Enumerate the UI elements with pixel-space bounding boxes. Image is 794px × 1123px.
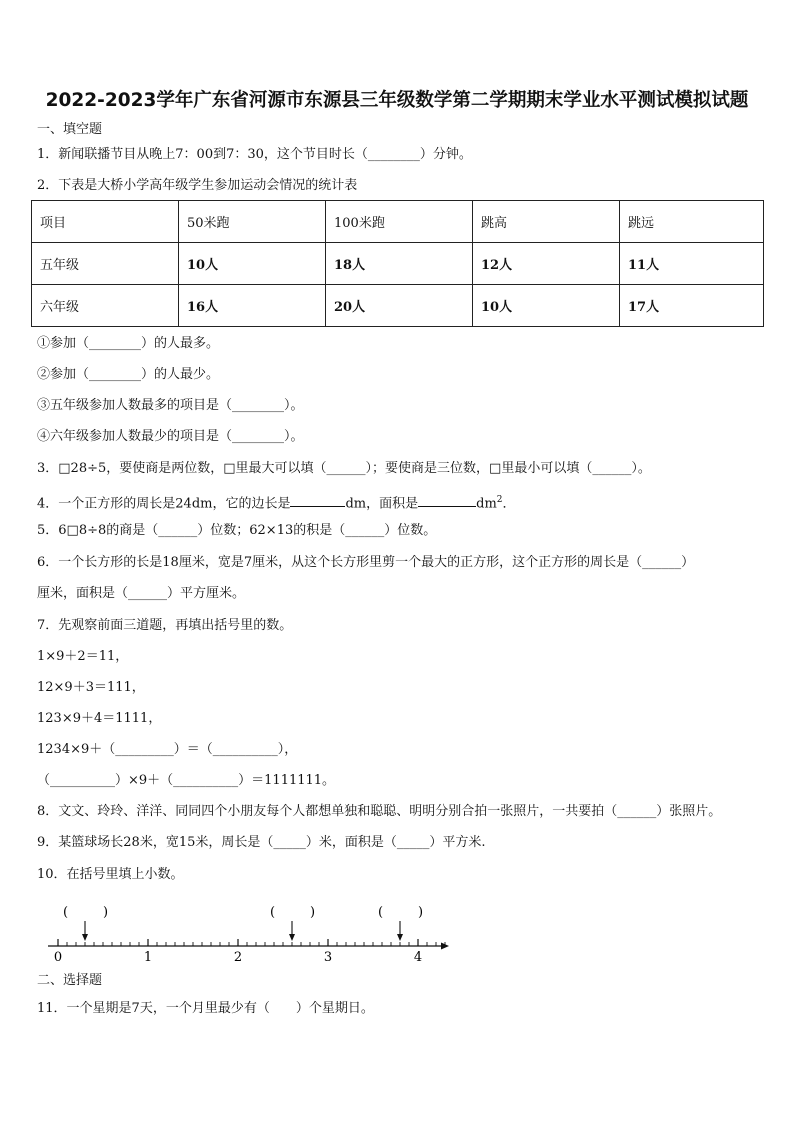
number-line-label: 4 [413, 950, 423, 965]
table-cell: 10人 [473, 285, 620, 327]
question-4-superscript: 2 [496, 495, 503, 505]
question-2: 2．下表是大桥小学高年级学生参加运动会情况的统计表 [37, 178, 358, 193]
question-2-part-4: ④六年级参加人数最少的项目是（________）。 [37, 429, 304, 444]
answer-bracket-close: ) [310, 905, 316, 920]
question-1: 1．新闻联播节目从晚上7：00到7：30，这个节目时长（________）分钟。 [37, 147, 472, 162]
question-2-part-1: ①参加（________）的人最多。 [37, 336, 220, 351]
answer-bracket-close: ) [103, 905, 109, 920]
question-6-line-1: 6．一个长方形的长是18厘米，宽是7厘米，从这个长方形里剪一个最大的正方形，这个正方形的周长是（______） [37, 555, 695, 570]
question-2-part-2: ②参加（________）的人最少。 [37, 367, 220, 382]
question-4 [37, 491, 516, 513]
number-line-labels [54, 950, 422, 965]
question-7: 7．先观察前面三道题，再填出括号里的数。 [37, 618, 293, 633]
question-6-line-2: 厘米，面积是（______）平方厘米。 [37, 586, 246, 601]
table-cell: 12人 [473, 243, 620, 285]
table-cell: 10人 [179, 243, 326, 285]
stats-table [31, 200, 764, 327]
table-header-cell: 跳高 [473, 201, 620, 243]
table-header-row [32, 201, 764, 243]
question-2-part-3: ③五年级参加人数最多的项目是（________）。 [37, 398, 304, 413]
decimal-pointer [270, 905, 315, 941]
question-4-text-b: dm，面积是 [345, 496, 419, 512]
equation-4: 1234×9＋（_________）＝（__________）， [37, 742, 298, 757]
pointer-head [397, 934, 403, 941]
number-line-label: 3 [323, 950, 333, 965]
pointer-head [82, 934, 88, 941]
table-cell: 六年级 [32, 285, 179, 327]
table-cell: 11人 [620, 243, 764, 285]
pointer-head [289, 934, 295, 941]
number-line-label: 2 [233, 950, 243, 965]
table-row [32, 285, 764, 327]
answer-bracket-open: ( [378, 905, 384, 920]
table-cell: 20人 [326, 285, 473, 327]
table-row [32, 243, 764, 285]
table-cell: 18人 [326, 243, 473, 285]
table-header-cell: 100米跑 [326, 201, 473, 243]
number-line [40, 895, 460, 970]
table-cell: 五年级 [32, 243, 179, 285]
table-cell: 17人 [620, 285, 764, 327]
decimal-pointer [378, 905, 423, 941]
answer-blank [290, 494, 345, 507]
question-4-text-a: 4．一个正方形的周长是24dm，它的边长是 [37, 496, 291, 512]
question-8: 8．文文、玲玲、洋洋、同同四个小朋友每个人都想单独和聪聪、明明分别合拍一张照片，一共要拍（______）张照片。 [37, 804, 722, 819]
equation-1: 1×9＋2＝11， [37, 649, 129, 664]
question-9: 9．某篮球场长28米，宽15米，周长是（_____）米，面积是（_____）平方米. [37, 835, 486, 850]
section-heading-choice: 二、选择题 [37, 973, 103, 988]
question-5: 5．6□8÷8的商是（______）位数；62×13的积是（______）位数。 [37, 523, 437, 538]
equation-2: 12×9＋3＝111， [37, 680, 145, 695]
number-line-pointers [63, 905, 423, 941]
decimal-pointer [63, 905, 108, 941]
number-line-ticks [48, 939, 445, 946]
number-line-label: 0 [53, 950, 63, 965]
answer-bracket-open: ( [270, 905, 276, 920]
section-heading-fill-in: 一、填空题 [37, 122, 103, 137]
page-title: 2022-2023学年广东省河源市东源县三年级数学第二学期期末学业水平测试模拟试题 [45, 90, 749, 111]
equation-3: 123×9＋4＝1111， [37, 711, 162, 726]
table-header-cell: 50米跑 [179, 201, 326, 243]
table-header-cell: 项目 [32, 201, 179, 243]
answer-blank [418, 494, 476, 507]
answer-bracket-open: ( [63, 905, 69, 920]
question-4-end: ． [502, 496, 516, 512]
question-11: 11．一个星期是7天，一个月里最少有（ ）个星期日。 [37, 1001, 374, 1016]
question-4-unit: dm [476, 496, 497, 512]
table-header-cell: 跳远 [620, 201, 764, 243]
question-3: 3．□28÷5，要使商是两位数，□里最大可以填（______）；要使商是三位数，□里最小可以填（______）。 [37, 461, 651, 476]
equation-5: （__________）×9＋（__________）＝1111111。 [37, 773, 336, 788]
table-cell: 16人 [179, 285, 326, 327]
number-line-label: 1 [143, 950, 153, 965]
question-10: 10．在括号里填上小数。 [37, 867, 184, 882]
answer-bracket-close: ) [418, 905, 424, 920]
